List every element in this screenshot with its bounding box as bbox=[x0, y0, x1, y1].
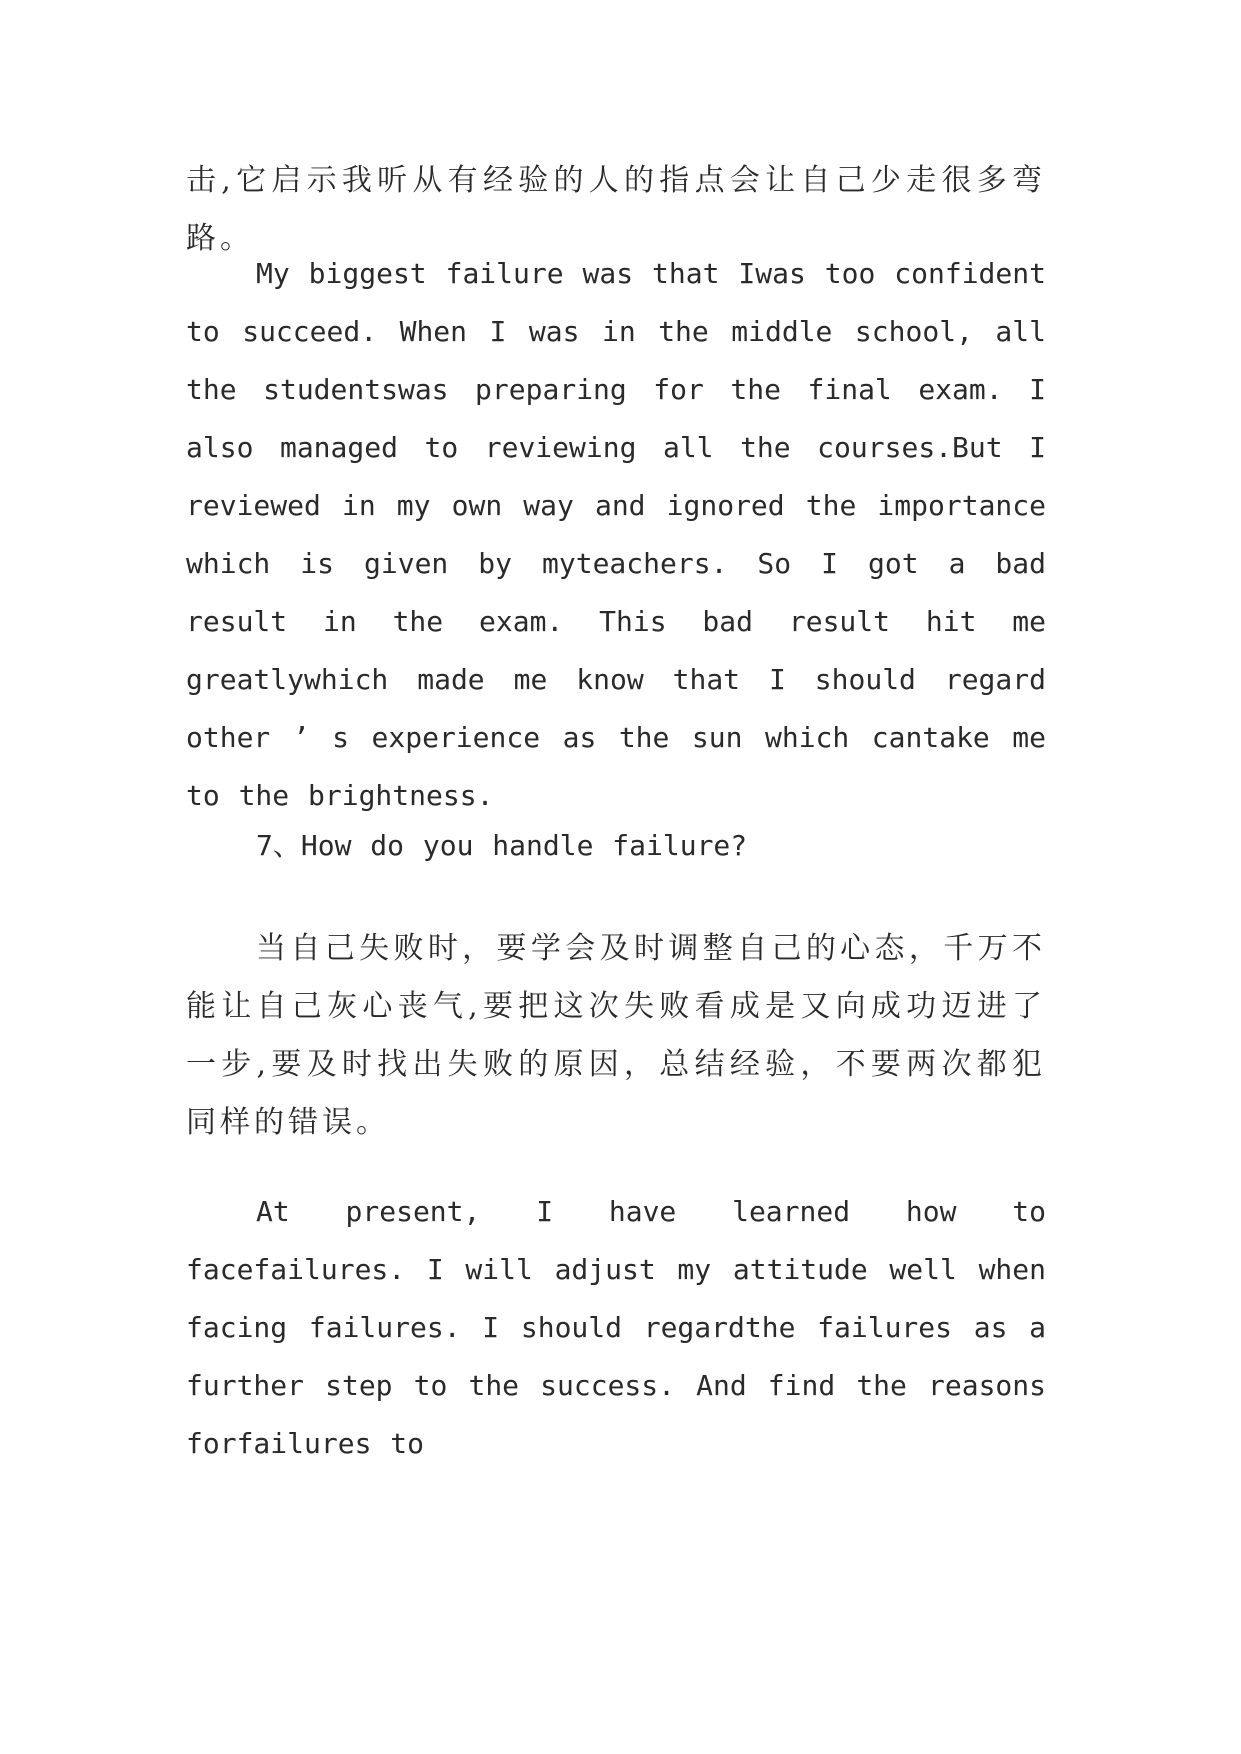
paragraph-biggest-failure-en: My biggest failure was that Iwas too confident to succeed. When I was in the middle school, all the studentswas preparing for the final exam. I also managed to reviewing all the courses.But I reviewed in my own way and ignored the importance which is given by myteachers. So I got a bad result in the exam. This bad result hit me greatlywhich made me know that I should regard other ’ s experience as the sun which cantake me to the brightness. bbox=[186, 257, 1046, 812]
paragraph-continuation-zh: 击,它启示我听从有经验的人的指点会让自己少走很多弯路。 bbox=[186, 163, 1046, 256]
paragraph-handle-failure-zh: 当自己失败时，要学会及时调整自己的心态，千万不能让自己灰心丧气,要把这次失败看成是又向成功迈进了一步,要及时找出失败的原因，总结经验，不要两次都犯同样的错误。 bbox=[186, 931, 1046, 1140]
question-heading: 7、How do you handle failure? bbox=[256, 829, 748, 862]
paragraph-handle-failure-en: At present, I have learned how to facefailures. I will adjust my attitude well when facing failures. I should regardthe failures as a further step to the success. And find the reasons forfailures to bbox=[186, 1195, 1046, 1460]
